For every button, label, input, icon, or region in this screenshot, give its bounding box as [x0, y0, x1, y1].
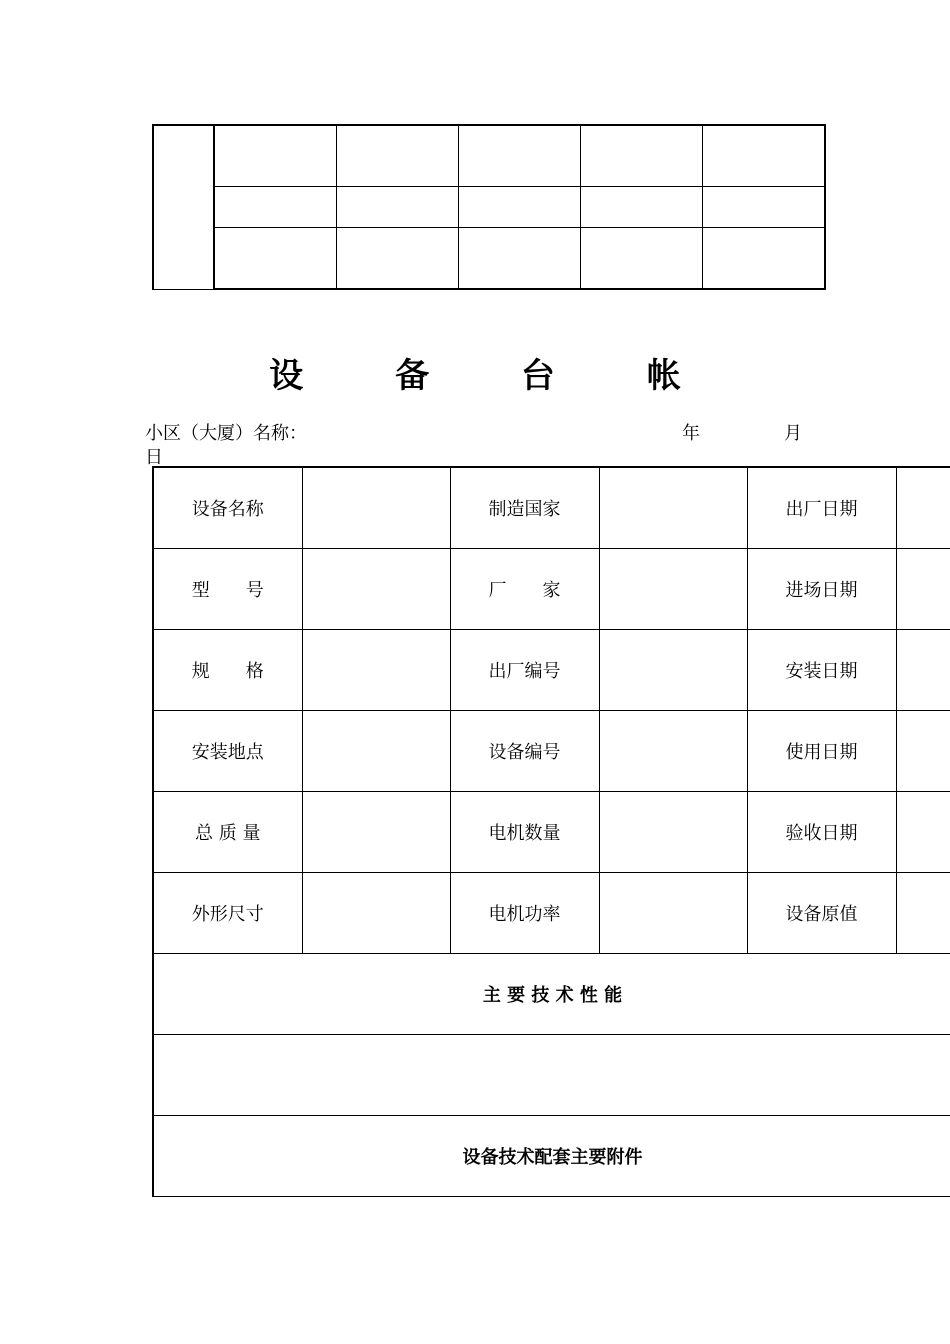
field-value[interactable]	[896, 630, 950, 711]
field-label: 安装日期	[747, 630, 896, 711]
field-label: 设备原值	[747, 873, 896, 954]
table-row	[153, 467, 950, 549]
page-title: 设 备 台 帐	[269, 356, 721, 396]
field-label: 规 格	[153, 630, 302, 711]
table-cell	[580, 187, 702, 228]
field-value[interactable]	[896, 873, 950, 954]
field-label: 型 号	[153, 549, 302, 630]
table-cell	[580, 228, 702, 290]
field-label: 外形尺寸	[153, 873, 302, 954]
field-label: 进场日期	[747, 549, 896, 630]
table-row	[153, 792, 950, 873]
table-row	[153, 549, 950, 630]
performance-content[interactable]	[153, 1035, 950, 1116]
table-cell	[214, 187, 336, 228]
field-label: 电机功率	[450, 873, 599, 954]
table-cell	[458, 125, 580, 187]
field-value[interactable]	[599, 711, 747, 792]
field-value[interactable]	[302, 792, 450, 873]
month-label: 月	[784, 423, 802, 444]
table-cell	[702, 228, 825, 290]
field-value[interactable]	[896, 549, 950, 630]
table-cell	[214, 125, 336, 187]
table-cell	[214, 228, 336, 290]
field-value[interactable]	[302, 630, 450, 711]
table-row	[153, 711, 950, 792]
field-value[interactable]	[302, 467, 450, 549]
table-cell	[702, 187, 825, 228]
table-cell	[702, 125, 825, 187]
field-label: 电机数量	[450, 792, 599, 873]
field-value[interactable]	[896, 711, 950, 792]
table-row	[153, 125, 825, 187]
table-cell	[458, 228, 580, 290]
equipment-ledger-table	[152, 466, 950, 1197]
field-label: 设备编号	[450, 711, 599, 792]
field-label: 验收日期	[747, 792, 896, 873]
table-cell	[336, 228, 458, 290]
table-row	[153, 1116, 950, 1197]
table-row	[153, 228, 825, 290]
year-label: 年	[682, 423, 700, 444]
table-cell	[336, 187, 458, 228]
field-value[interactable]	[599, 467, 747, 549]
field-label: 使用日期	[747, 711, 896, 792]
table-row	[153, 187, 825, 228]
field-value[interactable]	[302, 873, 450, 954]
field-label: 安装地点	[153, 711, 302, 792]
performance-section-header: 主 要 技 术 性 能	[153, 954, 950, 1035]
field-value[interactable]	[599, 873, 747, 954]
field-label: 制造国家	[450, 467, 599, 549]
table-cell	[458, 187, 580, 228]
field-value[interactable]	[302, 711, 450, 792]
field-label: 设备名称	[153, 467, 302, 549]
table-row	[153, 873, 950, 954]
field-label: 厂 家	[450, 549, 599, 630]
field-label: 出厂编号	[450, 630, 599, 711]
table-row	[153, 954, 950, 1035]
merged-cell	[153, 125, 214, 289]
previous-page-table	[152, 124, 826, 290]
field-label: 出厂日期	[747, 467, 896, 549]
table-row	[153, 1035, 950, 1116]
table-cell	[336, 125, 458, 187]
field-value[interactable]	[302, 549, 450, 630]
field-label: 总 质 量	[153, 792, 302, 873]
field-value[interactable]	[599, 549, 747, 630]
accessories-section-header: 设备技术配套主要附件	[153, 1116, 950, 1197]
field-value[interactable]	[599, 792, 747, 873]
field-value[interactable]	[896, 792, 950, 873]
table-row	[153, 630, 950, 711]
community-name-label: 小区（大厦）名称：	[145, 423, 307, 444]
table-cell	[580, 125, 702, 187]
field-value[interactable]	[599, 630, 747, 711]
field-value[interactable]	[896, 467, 950, 549]
day-label: 日	[145, 447, 163, 468]
